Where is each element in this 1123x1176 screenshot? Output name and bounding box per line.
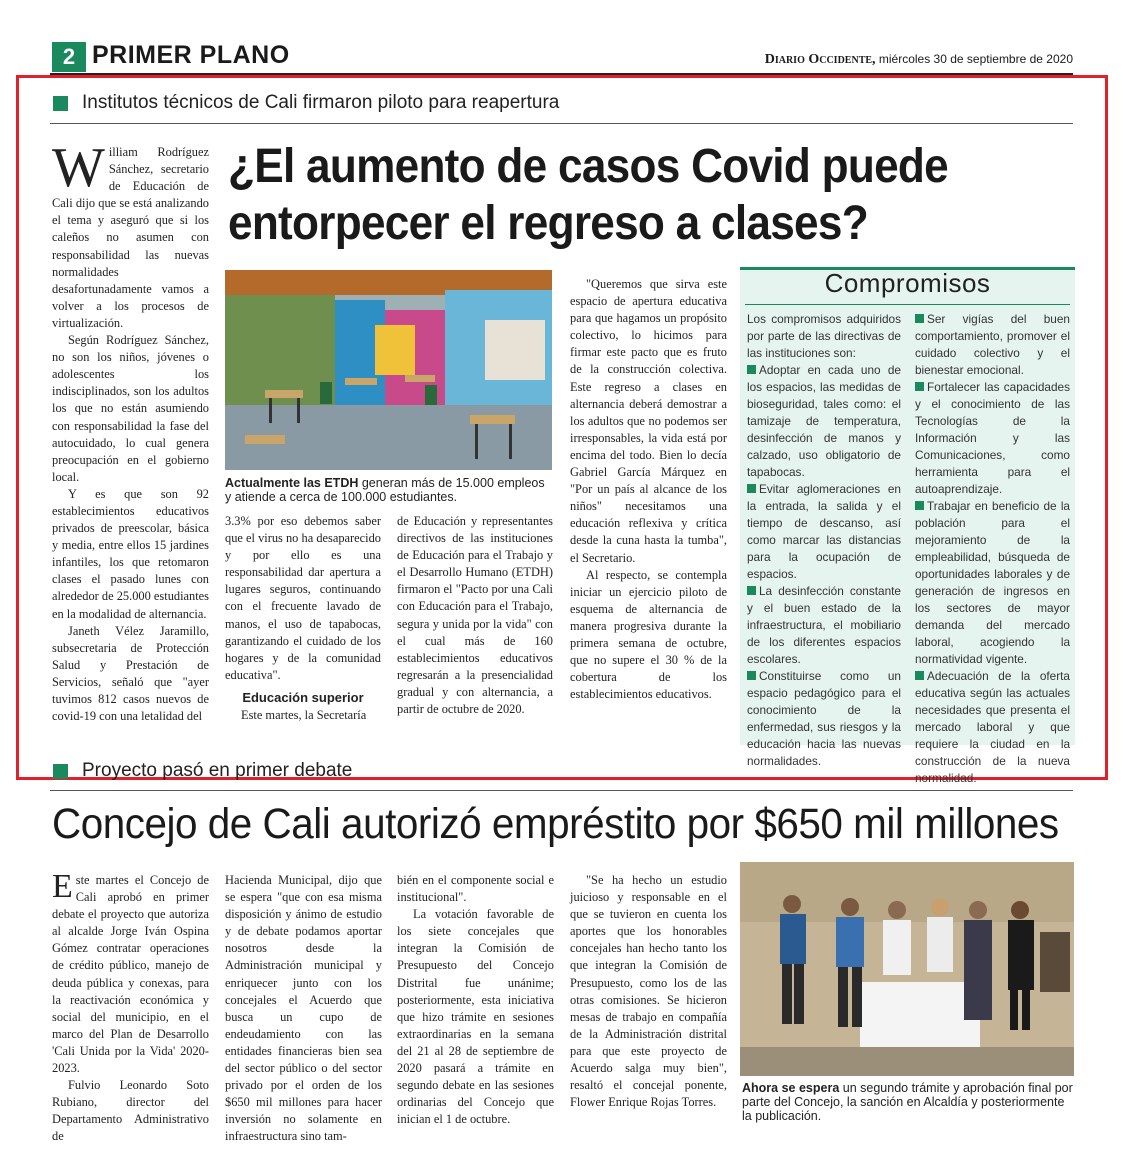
box-title: Compromisos: [824, 268, 991, 298]
headline-line2: entorpecer el regreso a clases?: [228, 197, 868, 250]
kicker-square-icon: [53, 764, 68, 779]
paragraph: Fulvio Leonardo Soto Rubiano, director del Departamento Administrativo de: [52, 1078, 209, 1144]
article1-column2: [225, 513, 381, 724]
article1-column4: [570, 276, 727, 703]
box-item-text: Ser vigías del buen comportamiento, promover el cuidado colectivo y el bienestar emocional.: [915, 312, 1070, 377]
paragraph: ste martes el Concejo de Cali aprobó en primer debate el proyecto que autoriza al alcalde Jorge Iván Ospina Gómez contratar operaciones de crédito público, manejo de deuda pública y conexas, para la reactivación económica y social del municipio, en el marco del Plan de Desarrollo 'Cali Unida por la Vida' 2020-2023.: [52, 873, 209, 1076]
article2-headline: Concejo de Cali autorizó empréstito por $650 mil millones: [52, 800, 1059, 848]
box-intro: Los compromisos adquiridos por parte de las directivas de las instituciones son:: [747, 312, 901, 360]
article1-kicker-text: Institutos técnicos de Cali firmaron piloto para reapertura: [82, 92, 560, 113]
box-column-left: [747, 311, 901, 770]
bullet-square-icon: [915, 382, 924, 391]
box-item-text: Constituirse como un espacio pedagógico para el conocimiento de la enfermedad, sus riesgos y la educación hacia las nuevas normalidades.: [747, 669, 901, 768]
bullet-square-icon: [915, 671, 924, 680]
bullet-square-icon: [747, 586, 756, 595]
paragraph: Según Rodríguez Sánchez, no son los niños, jóvenes o adolescentes los indisciplinados, son los adultos los que no están asumiendo con responsabilidad la fase del autocuidado, lo cual genera preocupación en el gobierno local.: [52, 333, 209, 484]
paragraph: "Queremos que sirva este espacio de apertura educativa para que hagamos un propósito colectivo, lo hicimos para firmar este pacto que es fruto de la construcción colectiva. Este regreso a clases en alternancia deberá demostrar a los adultos que no podemos ser irresponsables, la vida está por encima del todo. Bien lo decía Gabriel García Márquez en "Por un país al alcance de los niños" necesitamos una educación reflexiva y crítica desde la cuna hasta la tumba", el Secretario.: [570, 277, 727, 565]
box-item: [747, 668, 901, 770]
drop-cap: W: [52, 137, 105, 199]
article1-rule: [50, 123, 1073, 124]
paragraph: 3.3% por eso debemos saber que el virus no ha desaparecido y por ello es una responsabilidad dar apertura a lugares seguros, continuando con el frecuente lavado de manos, el uso de tapabocas, garantizando el cuidado de los hogares y de la comunidad educativa".: [225, 514, 381, 682]
paragraph: de Educación y representantes directivos de las instituciones de Educación para el Trabajo y el Desarrollo Humano (ETDH) firmaron el "Pacto por una Cali con Educación para el Trabajo, segura y unida por la vida" con el cual más de 160 establecimientos educativos regresarán a la presencialidad gradual y con alternancia, a partir de octubre de 2020.: [397, 514, 553, 717]
box-column-right: [915, 311, 1070, 787]
box-item: [915, 311, 1070, 379]
paragraph: illiam Rodríguez Sánchez, secretario de Educación de Cali dijo que se está analizando el tema y aseguró que si los caleños no asumen con responsabilidad las nuevas normalidades desafortunadamente vamos a volver a los procesos de virtualización.: [52, 145, 209, 330]
box-item-text: Fortalecer las capacidades y el conocimiento de las Tecnologías de la Información y las Comunicaciones, como herramienta para el autoaprendizaje.: [915, 380, 1070, 496]
article2-kicker: [53, 760, 352, 782]
box-item: [747, 583, 901, 668]
paragraph: "Se ha hecho un estudio juicioso y responsable en el que se tuvieron en cuenta los aportes que los honorables concejales han hecho tanto los que integran la Comisión de Presupuesto, como los de las otras comisiones. Se hicieron mesas de trabajo en compañía de la Administración distrital para que este proyecto de Acuerdo salga muy bien", resaltó el concejal ponente, Flower Enrique Rojas Torres.: [570, 873, 727, 1110]
bullet-square-icon: [915, 314, 924, 323]
paragraph: Y es que son 92 establecimientos educativos privados de preescolar, básica y media, entre ellos 15 jardines infantiles, los que retomaron clases el pasado lunes con alrededor de 25.000 estudiantes en la modalidad de alternancia.: [52, 486, 209, 621]
caption-lead: Actualmente las ETDH: [225, 476, 359, 490]
masthead: [765, 52, 1073, 68]
bullet-square-icon: [915, 501, 924, 510]
article1-kicker: [53, 92, 559, 114]
box-item-text: Adoptar en cada uno de los espacios, las medidas de bioseguridad, tales como: el tamizaje de temperatura, desinfección de manos y calzado, uso obligatorio de tapabocas.: [747, 363, 901, 479]
box-item: [915, 379, 1070, 498]
caption-lead: Ahora se espera: [742, 1081, 840, 1095]
box-item-text: Evitar aglomeraciones en la entrada, la salida y el tiempo de descanso, así como marcar las distancias para la ocupación de espacios.: [747, 482, 901, 581]
box-item: [747, 362, 901, 481]
photo-caption: [742, 1081, 1076, 1123]
photo-caption: [225, 476, 552, 504]
subheading: Educación superior: [242, 689, 364, 705]
masthead-date: miércoles 30 de septiembre de 2020: [878, 52, 1073, 66]
paragraph: Este martes, la Secretaría: [241, 707, 367, 722]
box-item-text: La desinfección constante y el buen estado de la infraestructura, el mobiliario de los diferentes espacios escolares.: [747, 584, 901, 666]
bullet-square-icon: [747, 484, 756, 493]
bullet-square-icon: [747, 365, 756, 374]
box-rule: [745, 304, 1070, 305]
article2-kicker-text: Proyecto pasó en primer debate: [82, 760, 353, 781]
article1-column1: [52, 137, 209, 725]
bullet-square-icon: [747, 671, 756, 680]
article1-column3: [397, 513, 553, 718]
article1-headline: [228, 138, 1010, 252]
page-number: 2: [52, 42, 86, 72]
section-title: PRIMER PLANO: [92, 41, 290, 69]
box-item: [747, 481, 901, 583]
headline-line1: ¿El aumento de casos Covid puede: [228, 140, 948, 193]
paragraph: Janeth Vélez Jaramillo, subsecretaria de Protección Salud y Prestación de Servicios, señaló que "ayer tuvimos 812 casos nuevos de covid-19 con una letalidad del: [52, 623, 209, 724]
article2-column1: [52, 868, 209, 1146]
article2-rule: [50, 790, 1073, 791]
box-item-text: Adecuación de la oferta educativa según las actuales necesidades que presenta el mercado laboral y que requiere la ciudad en la construcción de la nueva normalidad.: [915, 669, 1070, 785]
paragraph: La votación favorable de los siete concejales que integran la Comisión de Presupuesto del Concejo Distrital fue unánime; posteriormente, esta iniciativa que hizo trámite en sesiones extraordinarias en la semana del 21 al 28 de septiembre de 2020 pasará a trámite en segundo debate en las sesiones ordinarias del Concejo que inician el 1 de octubre.: [397, 907, 554, 1127]
drop-cap: E: [52, 868, 73, 905]
box-item: [915, 668, 1070, 787]
paragraph: bién en el componente social e institucional".: [397, 873, 554, 905]
article2-column3: [397, 872, 554, 1128]
council-photo: [740, 862, 1074, 1076]
caption-text: un segundo trámite y aprobación final por parte del Concejo, la sanción en Alcaldía y posteriormente la publicación.: [742, 1081, 1073, 1123]
kicker-square-icon: [53, 96, 68, 111]
article2-column2: [225, 872, 382, 1146]
masthead-name: Diario Occidente,: [764, 52, 876, 67]
caption-text: generan más de 15.000 empleos y atiende a cerca de 100.000 estudiantes.: [225, 476, 545, 504]
box-item-text: Trabajar en beneficio de la población para el mejoramiento de la empleabilidad, búsqueda de oportunidades laborales y de generación de ingresos en los sectores de mayor demanda del mercado laboral, acogiendo la normatividad vigente.: [915, 499, 1070, 666]
paragraph: Hacienda Municipal, dijo que se espera "que con esa misma disposición y ánimo de estudio y de debate podamos aportar nosotros desde la Administración municipal y enriquecer junto con los concejales el Acuerdo que busca un cupo de endeudamiento con las entidades financieras bien sea del sector público o del sector privado por el orden de los $650 mil millones para hacer inversión no solamente en infraestructura sino tam-: [225, 873, 382, 1144]
box-item: [915, 498, 1070, 668]
article2-column4: [570, 872, 727, 1111]
classroom-photo: [225, 270, 552, 470]
paragraph: Al respecto, se contempla iniciar un ejercicio piloto de esquema de alternancia de manera progresiva durante la primera semana de octubre, que no supere el 30 % de la cobertura de los establecimientos educativos.: [570, 567, 727, 702]
